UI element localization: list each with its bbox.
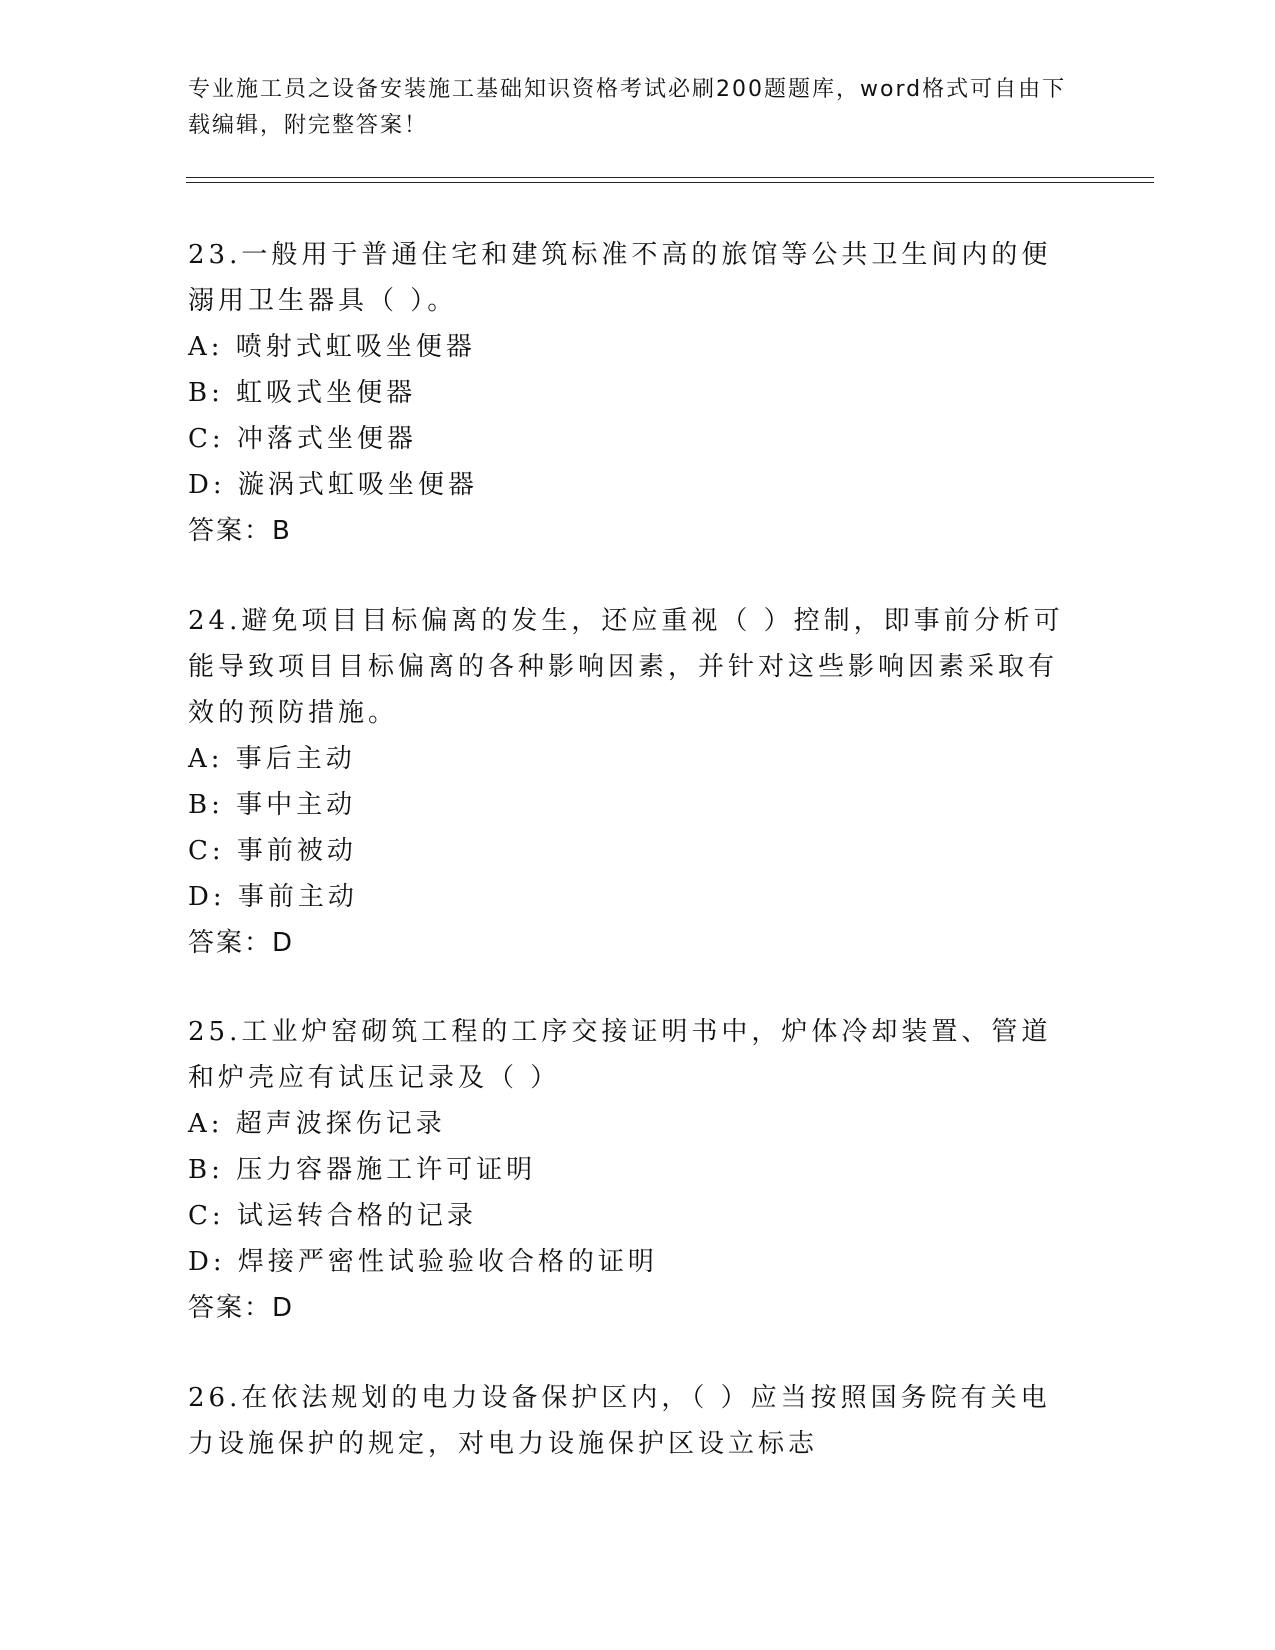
option-a: A: 超声波探伤记录 [188, 1109, 446, 1139]
option-a: A: 喷射式虹吸坐便器 [188, 332, 476, 362]
question-stem: 26.在依法规划的电力设备保护区内，（ ）应当按照国务院有关电力设施保护的规定，对电力设施保护区设立标志 [188, 1383, 1051, 1459]
question-26 [188, 1375, 1068, 1467]
option-d: D: 事前主动 [188, 882, 358, 912]
option-b: B: 事中主动 [188, 790, 357, 820]
question-24 [188, 598, 1068, 966]
question-25 [188, 1009, 1068, 1331]
answer-line: 答案：D [188, 1293, 295, 1323]
option-b: B: 压力容器施工许可证明 [188, 1155, 537, 1185]
option-c: C: 事前被动 [188, 836, 357, 866]
header-divider-bottom [186, 182, 1154, 183]
question-stem: 25.工业炉窑砌筑工程的工序交接证明书中，炉体冷却装置、管道和炉壳应有试压记录及（ ） [188, 1017, 1052, 1093]
question-stem: 23.一般用于普通住宅和建筑标准不高的旅馆等公共卫生间内的便溺用卫生器具（ ）。 [188, 240, 1052, 316]
option-d: D: 焊接严密性试验验收合格的证明 [188, 1247, 658, 1277]
option-d: D: 漩涡式虹吸坐便器 [188, 470, 478, 500]
document-intro: 专业施工员之设备安装施工基础知识资格考试必刷200题题库，word格式可自由下载编辑，附完整答案！ [188, 77, 1067, 138]
option-b: B: 虹吸式坐便器 [188, 378, 417, 408]
option-c: C: 试运转合格的记录 [188, 1201, 477, 1231]
answer-line: 答案：D [188, 928, 295, 958]
answer-line: 答案：B [188, 516, 292, 546]
question-23 [188, 232, 1068, 554]
option-a: A: 事后主动 [188, 744, 356, 774]
header-divider-top [186, 177, 1154, 178]
option-c: C: 冲落式坐便器 [188, 424, 417, 454]
question-stem: 24.避免项目目标偏离的发生，还应重视（ ）控制，即事前分析可能导致项目目标偏离的各种影响因素，并针对这些影响因素采取有效的预防措施。 [188, 606, 1064, 728]
